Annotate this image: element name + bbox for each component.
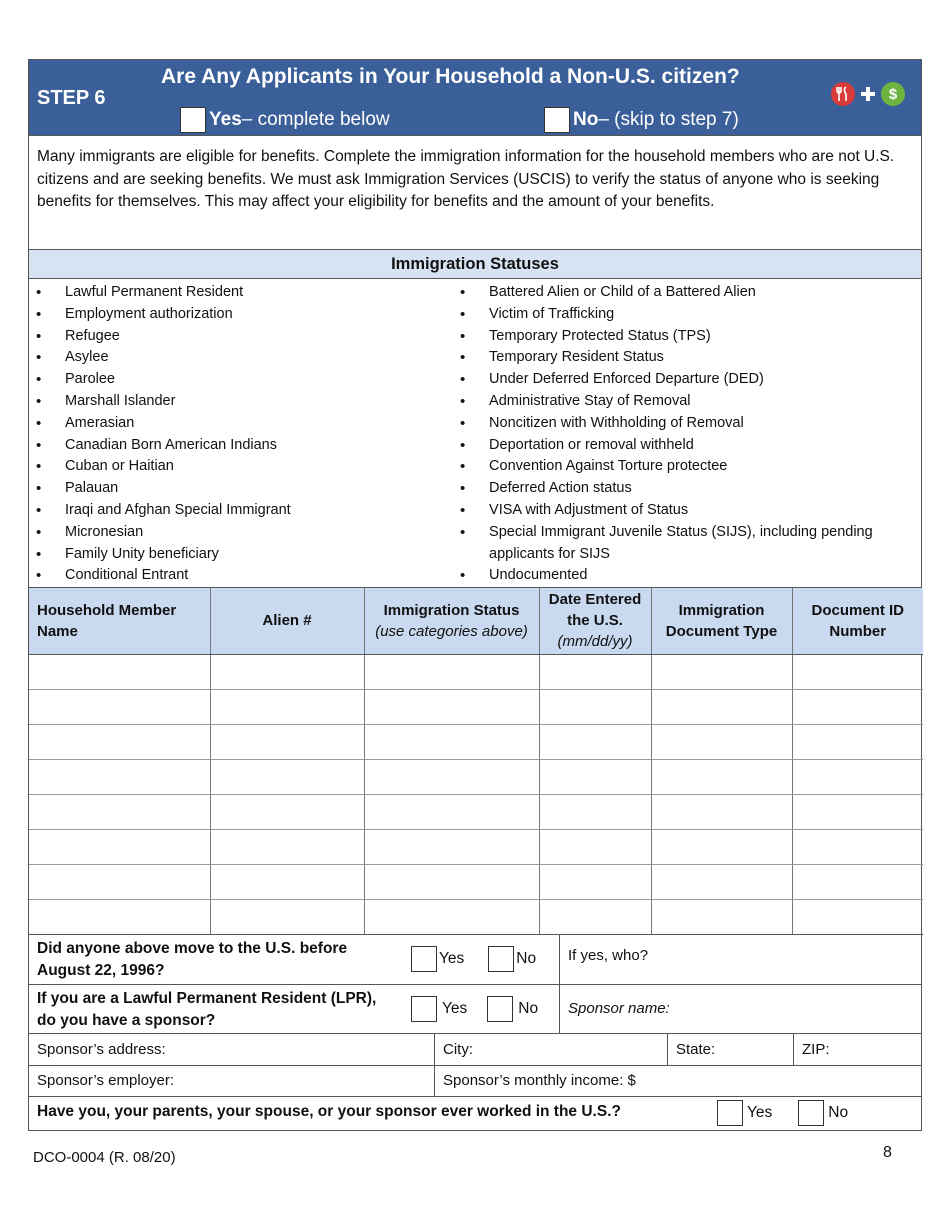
dollar-icon: $ xyxy=(881,82,905,106)
question-lpr-sponsor xyxy=(29,985,921,1034)
table-cell-input[interactable] xyxy=(539,689,651,724)
status-item: • Deferred Action status xyxy=(453,478,921,500)
table-cell-input[interactable] xyxy=(210,794,364,829)
q1-who-label: If yes, who? xyxy=(568,946,649,964)
table-cell-input[interactable] xyxy=(364,899,539,934)
yes-checkbox[interactable] xyxy=(180,107,206,133)
sponsor-address-row xyxy=(29,1034,921,1066)
table-cell-input[interactable] xyxy=(539,654,651,689)
table-cell-input[interactable] xyxy=(651,654,792,689)
q1-text: Did anyone above move to the U.S. before August 22, 1996? xyxy=(37,939,348,979)
status-item: • Parolee xyxy=(29,369,453,391)
q1-no-checkbox[interactable] xyxy=(488,946,514,972)
status-item: • Family Unity beneficiary xyxy=(29,544,453,566)
table-row xyxy=(29,864,923,899)
statuses-list xyxy=(29,279,921,588)
status-item: • Iraqi and Afghan Special Immigrant xyxy=(29,500,453,522)
table-cell-input[interactable] xyxy=(651,794,792,829)
table-cell-input[interactable] xyxy=(210,724,364,759)
statuses-heading: Immigration Statuses xyxy=(29,250,921,279)
status-item: • Canadian Born American Indians xyxy=(29,435,453,457)
table-cell-input[interactable] xyxy=(210,899,364,934)
status-item: • Amerasian xyxy=(29,413,453,435)
table-cell-input[interactable] xyxy=(651,899,792,934)
status-item: • Cuban or Haitian xyxy=(29,456,453,478)
intro-text: Many immigrants are eligible for benefits. Complete the immigration information for the household members who are not U.S. citizens and are seeking benefits. We must ask Immigration Services (USCIS) to verify the status of anyone who is seeking benefits for themselves. This may affect your eligibility for benefits and the amount of your benefits. xyxy=(29,136,921,250)
no-label: No xyxy=(573,109,599,130)
col-document-type: Immigration Document Type xyxy=(651,588,792,654)
question-moved-before-1996 xyxy=(29,935,921,985)
table-cell-input[interactable] xyxy=(29,899,210,934)
sponsor-employer-row xyxy=(29,1066,921,1097)
table-cell-input[interactable] xyxy=(210,759,364,794)
table-cell-input[interactable] xyxy=(29,724,210,759)
status-item: • Palauan xyxy=(29,478,453,500)
table-cell-input[interactable] xyxy=(539,724,651,759)
table-cell-input[interactable] xyxy=(539,829,651,864)
status-item: • Under Deferred Enforced Departure (DED) xyxy=(453,369,921,391)
table-cell-input[interactable] xyxy=(792,724,923,759)
table-cell-input[interactable] xyxy=(29,794,210,829)
q1-options xyxy=(407,935,559,984)
food-icon xyxy=(831,82,855,106)
table-cell-input[interactable] xyxy=(651,689,792,724)
table-cell-input[interactable] xyxy=(792,689,923,724)
table-cell-input[interactable] xyxy=(792,759,923,794)
step-title: Are Any Applicants in Your Household a Non-U.S. citizen? xyxy=(161,65,740,88)
table-cell-input[interactable] xyxy=(364,864,539,899)
q3-no-checkbox[interactable] xyxy=(798,1100,824,1126)
city-field[interactable]: City: xyxy=(434,1034,667,1065)
table-cell-input[interactable] xyxy=(651,829,792,864)
table-row xyxy=(29,794,923,829)
q2-yes-label: Yes xyxy=(442,999,468,1017)
sponsor-employer-field[interactable]: Sponsor’s employer: xyxy=(37,1072,175,1089)
status-item: • Temporary Protected Status (TPS) xyxy=(453,326,921,348)
table-cell-input[interactable] xyxy=(29,654,210,689)
table-cell-input[interactable] xyxy=(210,829,364,864)
q1-yes-label: Yes xyxy=(439,950,465,967)
table-cell-input[interactable] xyxy=(792,654,923,689)
col-alien-number: Alien # xyxy=(210,588,364,654)
form-code: DCO-0004 (R. 08/20) xyxy=(33,1149,176,1166)
step-label: STEP 6 xyxy=(37,87,106,109)
status-item: • Battered Alien or Child of a Battered Alien xyxy=(453,282,921,304)
state-field[interactable]: State: xyxy=(667,1034,793,1065)
table-cell-input[interactable] xyxy=(651,724,792,759)
status-item: • Deportation or removal withheld xyxy=(453,435,921,457)
table-cell-input[interactable] xyxy=(29,759,210,794)
status-item: • Micronesian xyxy=(29,522,453,544)
table-cell-input[interactable] xyxy=(364,654,539,689)
q1-yes-checkbox[interactable] xyxy=(411,946,437,972)
table-cell-input[interactable] xyxy=(210,654,364,689)
status-item: • Undocumented xyxy=(453,565,921,587)
household-members-table xyxy=(29,588,923,935)
table-cell-input[interactable] xyxy=(539,899,651,934)
medical-cross-icon xyxy=(856,82,880,106)
status-item: • Refugee xyxy=(29,326,453,348)
sponsor-name-field[interactable] xyxy=(559,985,921,1033)
status-item: • Special Immigrant Juvenile Status (SIJS), including pending applicants for SIJS xyxy=(453,522,921,566)
no-label-rest: – (skip to step 7) xyxy=(598,109,739,130)
table-cell-input[interactable] xyxy=(364,794,539,829)
q2-no-label: No xyxy=(518,999,539,1017)
no-checkbox[interactable] xyxy=(544,107,570,133)
table-row xyxy=(29,689,923,724)
page-number: 8 xyxy=(883,1144,892,1161)
status-item: • Administrative Stay of Removal xyxy=(453,391,921,413)
yes-label: Yes xyxy=(209,109,242,130)
q1-who-field[interactable] xyxy=(559,935,921,984)
q2-yes-checkbox[interactable] xyxy=(411,996,437,1022)
q2-no-checkbox[interactable] xyxy=(487,996,513,1022)
table-cell-input[interactable] xyxy=(792,899,923,934)
table-cell-input[interactable] xyxy=(364,724,539,759)
table-cell-input[interactable] xyxy=(792,864,923,899)
program-icons xyxy=(831,82,905,106)
table-cell-input[interactable] xyxy=(539,794,651,829)
sponsor-name-label: Sponsor name: xyxy=(568,1000,670,1017)
no-option[interactable] xyxy=(544,107,739,133)
table-cell-input[interactable] xyxy=(792,794,923,829)
table-row xyxy=(29,899,923,934)
table-cell-input[interactable] xyxy=(792,829,923,864)
statuses-right-column xyxy=(453,282,921,587)
q2-options xyxy=(407,985,559,1033)
table-cell-input[interactable] xyxy=(29,864,210,899)
status-item: • Employment authorization xyxy=(29,304,453,326)
status-item: • Lawful Permanent Resident xyxy=(29,282,453,304)
table-cell-input[interactable] xyxy=(364,689,539,724)
q3-yes-checkbox[interactable] xyxy=(717,1100,743,1126)
status-item: • VISA with Adjustment of Status xyxy=(453,500,921,522)
q3-text: Have you, your parents, your spouse, or your sponsor ever worked in the U.S.? xyxy=(37,1103,621,1121)
status-item: • Asylee xyxy=(29,347,453,369)
col-date-entered: Date Entered the U.S. (mm/dd/yy) xyxy=(539,588,651,654)
table-cell-input[interactable] xyxy=(210,689,364,724)
zip-field[interactable]: ZIP: xyxy=(793,1034,921,1065)
status-item: • Convention Against Torture protectee xyxy=(453,456,921,478)
question-worked-in-us xyxy=(29,1097,921,1130)
table-row xyxy=(29,724,923,759)
status-item: • Conditional Entrant xyxy=(29,565,453,587)
table-cell-input[interactable] xyxy=(651,864,792,899)
q3-no-label: No xyxy=(828,1104,849,1121)
q1-no-label: No xyxy=(516,950,537,967)
table-cell-input[interactable] xyxy=(364,829,539,864)
table-row xyxy=(29,829,923,864)
col-document-id: Document ID Number xyxy=(792,588,923,654)
q2-text: If you are a Lawful Permanent Resident (LPR), do you have a sponsor? xyxy=(37,989,377,1029)
statuses-left-column xyxy=(29,282,453,587)
table-cell-input[interactable] xyxy=(210,864,364,899)
status-item: • Noncitizen with Withholding of Removal xyxy=(453,413,921,435)
sponsor-income-field[interactable]: Sponsor’s monthly income: $ xyxy=(434,1066,921,1096)
q3-yes-label: Yes xyxy=(747,1104,773,1121)
table-cell-input[interactable] xyxy=(539,864,651,899)
col-household-member-name: Household Member Name xyxy=(29,588,210,654)
table-cell-input[interactable] xyxy=(651,759,792,794)
table-cell-input[interactable] xyxy=(29,829,210,864)
table-cell-input[interactable] xyxy=(539,759,651,794)
status-item: • Victim of Trafficking xyxy=(453,304,921,326)
status-item: • Temporary Resident Status xyxy=(453,347,921,369)
sponsor-address-field[interactable]: Sponsor’s address: xyxy=(37,1040,166,1058)
table-cell-input[interactable] xyxy=(364,759,539,794)
step6-form xyxy=(28,59,922,1131)
table-cell-input[interactable] xyxy=(29,689,210,724)
status-item: • Marshall Islander xyxy=(29,391,453,413)
step-header xyxy=(29,60,921,136)
q3-options xyxy=(717,1100,921,1126)
table-row xyxy=(29,759,923,794)
table-row xyxy=(29,654,923,689)
yes-label-rest: – complete below xyxy=(241,109,390,130)
yes-option[interactable] xyxy=(180,107,390,133)
col-immigration-status: Immigration Status (use categories above) xyxy=(364,588,539,654)
